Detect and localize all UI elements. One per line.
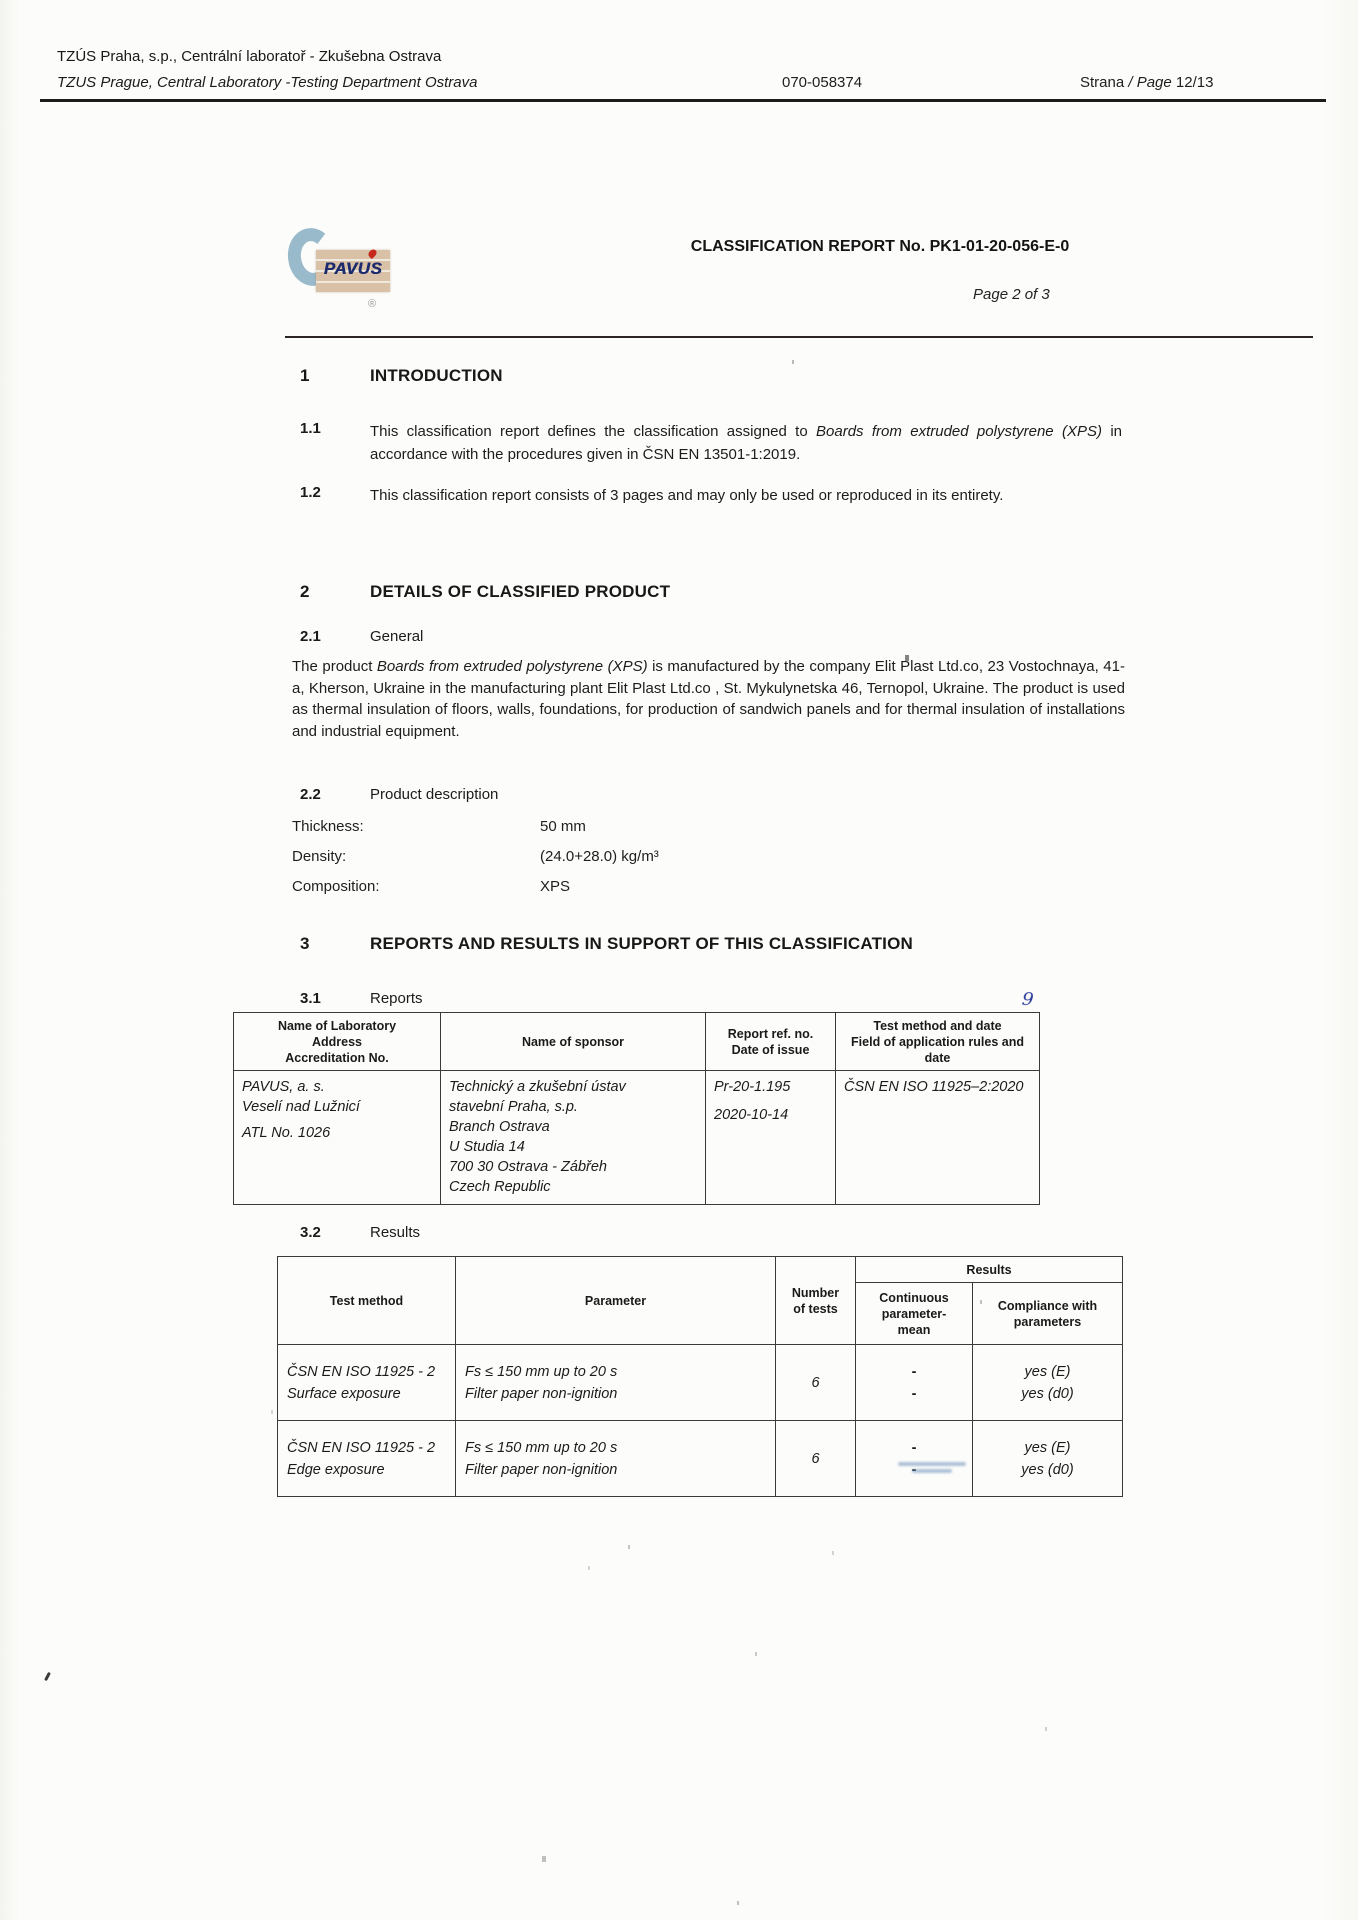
scan-specks [0,0,2,4]
cell-continuous-line: - [911,1385,917,1402]
col-header-compliance-line: Compliance with [997,1298,1098,1313]
col-header-parameter: Parameter [456,1257,776,1345]
cell-laboratory [234,1071,441,1205]
cell-continuous-line: - [911,1363,917,1380]
col-header-laboratory-line: Accreditation No. [285,1050,389,1065]
col-header-report-ref-line: Date of issue [731,1042,810,1057]
page-indicator-value: 12/13 [1171,74,1214,91]
report-page-of: Page 2 of 3 [973,286,1050,303]
cell-test-method [278,1421,456,1497]
clause-2-2-title: Product description [370,786,499,803]
cell-compliance [973,1345,1123,1421]
cell-laboratory-line: ATL No. 1026 [242,1125,331,1141]
cell-parameter-line: Fs ≤ 150 mm up to 20 s [465,1439,618,1456]
cell-report-ref-line: Pr-20-1.195 [714,1079,791,1095]
col-header-compliance-line: parameters [1013,1314,1082,1329]
handwritten-mark: 9 [1020,988,1035,1011]
cell-test-method-line: Edge exposure [287,1461,385,1478]
cell-parameter-line: Filter paper non-ignition [465,1461,618,1478]
order-number: 070-058374 [782,74,863,91]
spec-value-thickness: 50 mm [540,818,586,835]
cell-compliance-line: yes (d0) [1021,1385,1074,1402]
spec-value-composition: XPS [540,878,571,895]
reports-table [233,1012,1040,1205]
clause-1-1-number: 1.1 [300,420,321,437]
registered-trademark-icon: ® [368,298,377,310]
pavus-logo [288,228,408,320]
clause-1-1-seg1: This classification report defines the classification assigned to [370,423,817,440]
org-name-english: TZUS Prague, Central Laboratory -Testing Department Ostrava [57,74,478,91]
section-2-number: 2 [300,582,310,601]
clause-3-2-number: 3.2 [300,1224,321,1241]
cell-sponsor-line: stavební Praha, s.p. [449,1099,578,1115]
col-header-number-line: of tests [793,1301,838,1316]
clause-1-1-text [370,420,1122,466]
col-header-number-of-tests [776,1257,856,1345]
general-seg3: is manufactured by the company Elit Plast Ltd.co, 23 Vostochnaya, 41-a, Kherson, Ukraine in the manufacturing plant Elit Plast Ltd.co , St. Mykulynetska 46, Ternopol, Ukraine. The product is used as thermal insulation of floors, walls, foundations, for production of sandwich panels and for thermal insulation of installations and industrial equipment. [292,658,1125,740]
col-header-continuous-line: Continuous [879,1290,949,1305]
page-indicator-prefix: Strana [1080,74,1129,91]
cell-parameter-line: Filter paper non-ignition [465,1385,618,1402]
cell-laboratory-line: PAVUS, a. s. [242,1079,325,1095]
cell-test-method: ČSN EN ISO 11925–2:2020 [836,1071,1040,1205]
col-header-sponsor: Name of sponsor [441,1013,706,1071]
cell-sponsor [441,1071,706,1205]
clause-2-1-number: 2.1 [300,628,321,645]
section-1-number: 1 [300,366,310,385]
cell-sponsor-line: Czech Republic [449,1179,551,1195]
cell-compliance-line: yes (E) [1024,1439,1071,1456]
section-3-title: REPORTS AND RESULTS IN SUPPORT OF THIS CLASSIFICATION [370,934,913,953]
table-row [278,1345,1123,1421]
col-header-report-ref-line: Report ref. no. [727,1026,814,1041]
col-header-test-method: Test method [278,1257,456,1345]
col-header-continuous-line: parameter- [881,1306,947,1321]
table-row [278,1421,1123,1497]
general-product-name: Boards from extruded polystyrene (XPS) [376,658,648,675]
clause-3-1-title: Reports [370,990,423,1007]
page-indicator [1080,74,1213,91]
cell-parameter-line: Fs ≤ 150 mm up to 20 s [465,1363,618,1380]
clause-2-2-number: 2.2 [300,786,321,803]
clause-3-1-number: 3.1 [300,990,321,1007]
cell-test-method [278,1345,456,1421]
cell-laboratory-line: Veselí nad Lužnicí [242,1099,360,1115]
cell-sponsor-line: Technický a zkušební ústav [449,1079,626,1095]
cell-report-ref [706,1071,836,1205]
cell-compliance-line: yes (d0) [1021,1461,1074,1478]
cell-test-method-line: ČSN EN ISO 11925 - 2 [287,1363,436,1380]
page-indicator-italic: / Page [1128,74,1172,91]
clause-3-2-title: Results [370,1224,421,1241]
col-header-continuous [856,1283,973,1345]
cell-report-ref-line: 2020-10-14 [714,1107,789,1123]
col-header-report-ref [706,1013,836,1071]
pen-mark [44,1672,51,1681]
clause-1-2-number: 1.2 [300,484,321,501]
section-2-title: DETAILS OF CLASSIFIED PRODUCT [370,582,671,601]
spec-label-thickness: Thickness: [292,818,364,835]
col-header-test-method-line: Field of application rules and date [851,1034,1024,1065]
col-header-number-line: Number [791,1285,840,1300]
header-divider [40,99,1326,102]
report-title: CLASSIFICATION REPORT No. PK1-01-20-056-E-0 [690,238,1070,255]
table-row [234,1071,1040,1205]
clause-1-2-text: This classification report consists of 3 pages and may only be used or reproduced in its entirety. [370,487,1004,504]
general-seg1: The product [292,658,377,675]
cell-continuous-line: - [911,1439,917,1456]
section-1-title: INTRODUCTION [370,366,503,385]
clause-1-1-seg3: in accordance with the procedures given in ČSN EN 13501-1:2019. [370,423,1122,463]
cell-parameter [456,1345,776,1421]
col-header-compliance [973,1283,1123,1345]
col-header-laboratory-line: Address [311,1034,363,1049]
general-paragraph [292,656,1125,742]
cell-test-method-line: Surface exposure [287,1385,401,1402]
spec-value-density: (24.0+28.0) kg/m³ [540,848,659,865]
col-header-test-method-line: Test method and date [873,1018,1002,1033]
clause-1-1-product-name: Boards from extruded polystyrene (XPS) [816,423,1102,440]
logo-wordmark: PAVUS [323,259,383,278]
cell-test-method-line: ČSN EN ISO 11925 - 2 [287,1439,436,1456]
section-3-number: 3 [300,934,310,953]
spec-label-composition: Composition: [292,878,380,895]
col-header-test-method [836,1013,1040,1071]
col-header-continuous-line: mean [897,1322,931,1337]
title-divider [285,336,1313,338]
cell-parameter [456,1421,776,1497]
cell-compliance [973,1421,1123,1497]
cell-sponsor-line: U Studia 14 [449,1139,525,1155]
clause-2-1-title: General [370,628,424,645]
cell-number-of-tests: 6 [776,1421,856,1497]
cell-compliance-line: yes (E) [1024,1363,1071,1380]
cell-continuous [856,1345,973,1421]
col-header-laboratory [234,1013,441,1071]
cell-continuous [856,1421,973,1497]
org-name-czech: TZÚS Praha, s.p., Centrální laboratoř - Zkušebna Ostrava [57,48,442,65]
cell-sponsor-line: Branch Ostrava [449,1119,550,1135]
stamp-artifact [898,1460,1003,1476]
col-header-laboratory-line: Name of Laboratory [277,1018,397,1033]
cell-sponsor-line: 700 30 Ostrava - Zábřeh [449,1159,607,1175]
col-header-results-group: Results [856,1257,1123,1283]
spec-label-density: Density: [292,848,347,865]
cell-number-of-tests: 6 [776,1345,856,1421]
